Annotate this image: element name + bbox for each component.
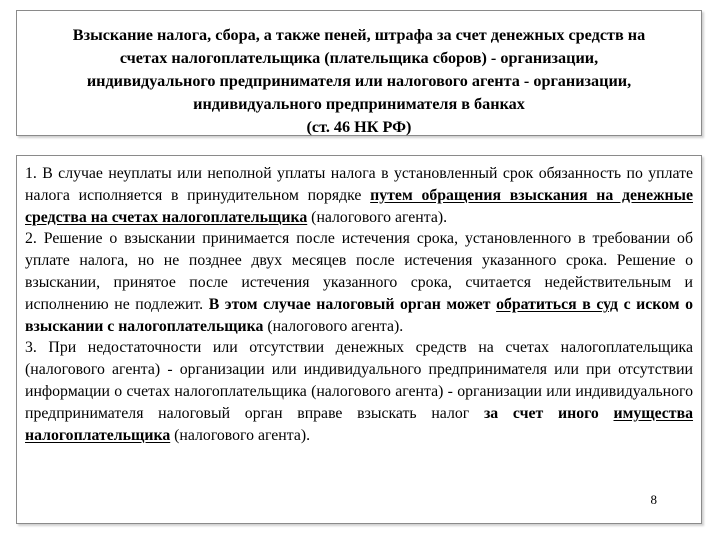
p2-bold: В этом случае налоговый орган может	[208, 295, 497, 313]
paragraph-1	[25, 163, 693, 228]
title-line-3: индивидуального предпринимателя или налогового агента - организации,	[86, 72, 632, 90]
page-number: 8	[650, 492, 657, 508]
p1-text: 1. В случае неуплаты или неполной уплаты налога в установленный срок обязанность по уплате налога исполняется в принудительном порядке	[25, 165, 693, 204]
p3-bold: за счет иного	[483, 404, 614, 422]
title-line-5: (ст. 46 НК РФ)	[306, 118, 412, 136]
paragraph-3	[25, 337, 693, 446]
title-line-1: Взыскание налога, сбора, а также пеней, штрафа за счет денежных средств на	[72, 26, 646, 44]
p1-emphasis: путем обращения взыскания на денежные средства на счетах налогоплательщика	[25, 186, 693, 226]
title-box	[16, 10, 702, 136]
title-line-2: счетах налогоплательщика (плательщика сборов) - организации,	[119, 49, 599, 67]
title-line-4: индивидуального предпринимателя в банках	[193, 95, 525, 113]
p3-tail: (налогового агента).	[170, 426, 311, 444]
p2-bold-2: с иском о взыскании с налогоплательщика	[25, 295, 694, 335]
p3-emphasis: имущества налогоплательщика	[25, 404, 694, 444]
p1-tail: (налогового агента).	[307, 208, 448, 226]
p2-emphasis: обратиться в суд	[496, 295, 619, 313]
p2-text: 2. Решение о взыскании принимается после истечения срока, установленного в требовании об уплате налога, но не позднее двух месяцев после истечения указанного срока. Решение о взыскании, принятое после истечения указанного срока, считается недействительным и исполнению не подлежит.	[25, 230, 693, 313]
p3-text: 3. При недостаточности или отсутствии денежных средств на счетах налогоплательщика (налогового агента) - организации или индивидуального предпринимателя или при отсутствии информации о счетах налогоплательщика (налогового агента) - организации или индивидуального предпринимателя налоговый орган вправе взыскать налог	[25, 339, 693, 422]
p2-tail: (налогового агента).	[263, 317, 404, 335]
paragraph-2	[25, 228, 693, 337]
body-box	[16, 155, 702, 524]
